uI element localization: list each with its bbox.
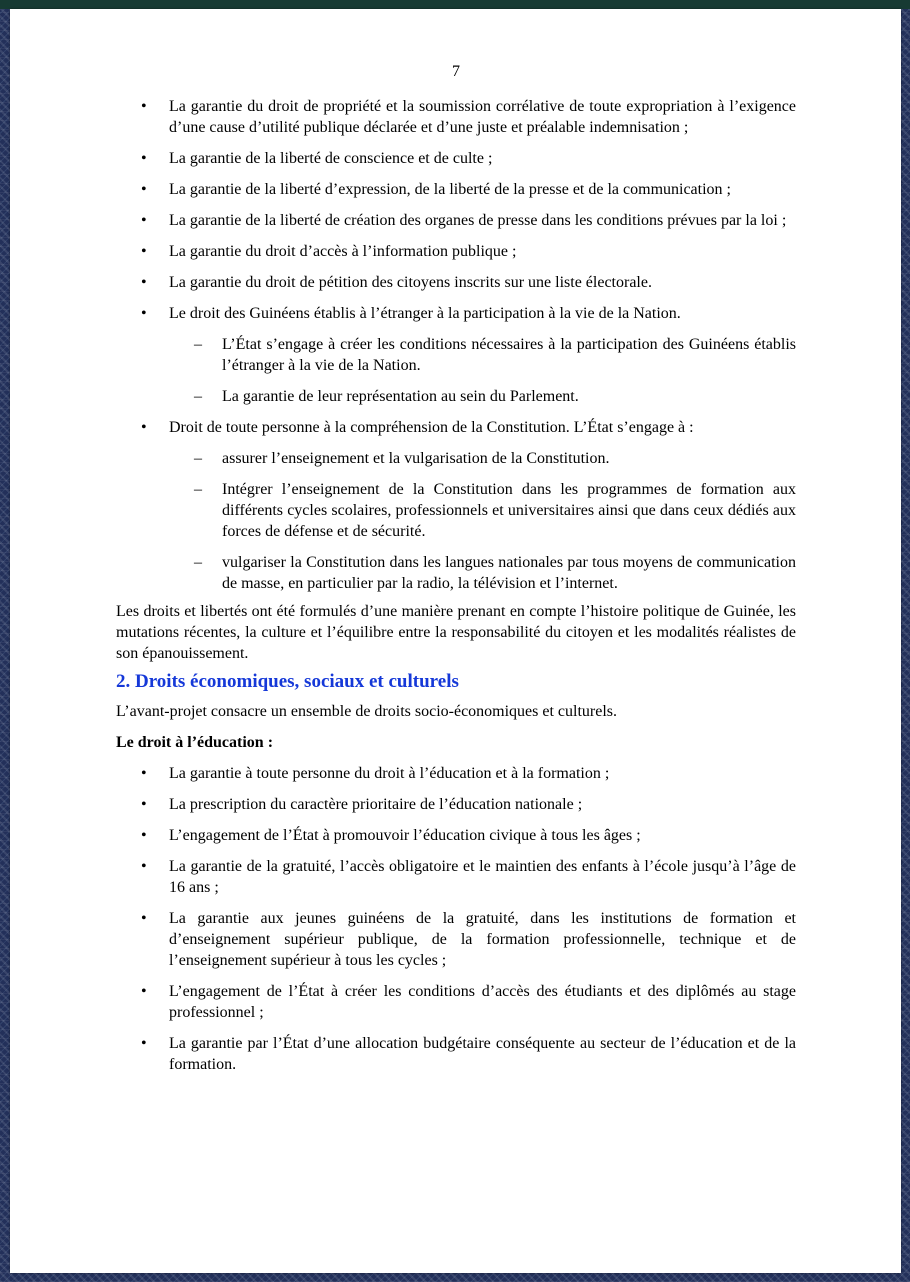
list-item-text: Le droit des Guinéens établis à l’étranger à la participation à la vie de la Nation. bbox=[169, 305, 681, 322]
list-item-text: Droit de toute personne à la compréhension de la Constitution. L’État s’engage à : bbox=[169, 419, 694, 436]
document-page bbox=[10, 9, 901, 1273]
education-list bbox=[116, 763, 796, 1075]
rights-list bbox=[116, 96, 796, 594]
list-item: • La garantie de la liberté de conscience et de culte ; bbox=[116, 148, 796, 169]
sub-list-item: – La garantie de leur représentation au sein du Parlement. bbox=[116, 386, 796, 407]
list-item: • La garantie du droit d’accès à l’information publique ; bbox=[116, 241, 796, 262]
list-item: • La garantie aux jeunes guinéens de la gratuité, dans les institutions de formation et d’enseignement supérieur publique, de la formation professionnelle, technique et de l’enseignement supérieur à tous les cycles ; bbox=[116, 908, 796, 971]
page-number: 7 bbox=[452, 63, 460, 80]
sub-list bbox=[169, 448, 796, 594]
list-item: • La garantie du droit de propriété et la soumission corrélative de toute expropriation à l’exigence d’une cause d’utilité publique déclarée et d’une juste et préalable indemnisation ; bbox=[116, 96, 796, 138]
list-item: • La garantie par l’État d’une allocation budgétaire conséquente au secteur de l’éducation et de la formation. bbox=[116, 1033, 796, 1075]
body-paragraph: Les droits et libertés ont été formulés d’une manière prenant en compte l’histoire politique de Guinée, les mutations récentes, la culture et l’équilibre entre la responsabilité du citoyen et les modalités réalistes de son épanouissement. bbox=[116, 603, 796, 662]
list-item: • La garantie à toute personne du droit à l’éducation et à la formation ; bbox=[116, 763, 796, 784]
subheading: Le droit à l’éducation : bbox=[116, 734, 274, 751]
list-item: • La garantie de la liberté de création des organes de presse dans les conditions prévues par la loi ; bbox=[116, 210, 796, 231]
list-item: • L’engagement de l’État à créer les conditions d’accès des étudiants et des diplômés au stage professionnel ; bbox=[116, 981, 796, 1023]
list-item: • La garantie de la gratuité, l’accès obligatoire et le maintien des enfants à l’école jusqu’à l’âge de 16 ans ; bbox=[116, 856, 796, 898]
sub-list-item: – assurer l’enseignement et la vulgarisation de la Constitution. bbox=[116, 448, 796, 469]
sub-list bbox=[169, 334, 796, 407]
list-item: • La garantie de la liberté d’expression, de la liberté de la presse et de la communication ; bbox=[116, 179, 796, 200]
list-item-constitution bbox=[116, 417, 796, 594]
list-item-diaspora bbox=[116, 303, 796, 407]
sub-list-item: – vulgariser la Constitution dans les langues nationales par tous moyens de communication de masse, en particulier par la radio, la télévision et l’internet. bbox=[116, 552, 796, 594]
section-intro: L’avant-projet consacre un ensemble de droits socio-économiques et culturels. bbox=[116, 703, 618, 720]
top-bar bbox=[0, 0, 910, 9]
list-item: • La prescription du caractère prioritaire de l’éducation nationale ; bbox=[116, 794, 796, 815]
page-content bbox=[116, 61, 796, 1085]
sub-list-item: – Intégrer l’enseignement de la Constitution dans les programmes de formation aux différents cycles scolaires, professionnels et universitaires ainsi que dans ceux dédiés aux forces de défense et de sécurité. bbox=[116, 479, 796, 542]
section-heading: 2. Droits économiques, sociaux et culturels bbox=[116, 671, 459, 692]
sub-list-item: – L’État s’engage à créer les conditions nécessaires à la participation des Guinéens établis l’étranger à la vie de la Nation. bbox=[116, 334, 796, 376]
list-item: • La garantie du droit de pétition des citoyens inscrits sur une liste électorale. bbox=[116, 272, 796, 293]
list-item: • L’engagement de l’État à promouvoir l’éducation civique à tous les âges ; bbox=[116, 825, 796, 846]
